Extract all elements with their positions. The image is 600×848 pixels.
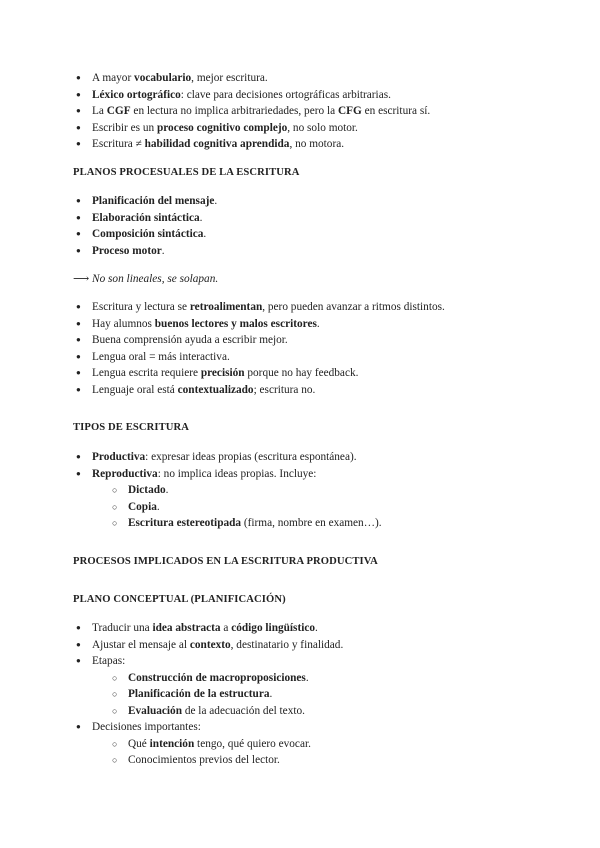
text-segment: habilidad cognitiva aprendida	[144, 138, 290, 150]
list-item	[92, 449, 382, 466]
text-segment: , no solo motor.	[287, 121, 358, 134]
text-segment: : clave para decisiones ortográficas arbitrarias.	[180, 88, 391, 101]
list-item	[92, 316, 445, 333]
text-segment: , destinatario y finalidad.	[230, 638, 344, 651]
text-segment: Dictado	[128, 484, 166, 496]
sub-list	[128, 736, 343, 769]
text-segment: Lenguaje oral está	[92, 383, 178, 396]
note-line	[73, 272, 218, 285]
list-item	[92, 136, 430, 153]
text-segment: , no motora.	[289, 138, 345, 150]
text-segment: Buena comprensión ayuda a escribir mejor.	[92, 334, 288, 346]
text-segment: .	[165, 484, 169, 496]
list-item	[92, 226, 217, 243]
bullet-list-writing	[92, 70, 430, 153]
sub-list	[128, 482, 382, 532]
text-segment: .	[203, 228, 207, 240]
list-item	[92, 382, 445, 399]
text-segment: Escritura estereotipada	[128, 517, 242, 529]
list-item	[92, 466, 382, 532]
text-segment: contexto	[189, 638, 231, 651]
text-segment: tengo, qué quiero evocar.	[194, 737, 311, 750]
text-segment: Reproductiva	[92, 467, 158, 480]
text-segment: .	[316, 317, 320, 330]
text-segment: Planificación de la estructura	[128, 688, 270, 700]
text-segment: de la adecuación del texto.	[182, 704, 305, 717]
heading-planos-procesuales: PLANOS PROCESUALES DE LA ESCRITURA	[73, 167, 300, 178]
text-segment: .	[315, 622, 318, 634]
text-segment: (firma, nombre en examen…).	[241, 517, 382, 529]
sub-list-item	[128, 515, 382, 532]
text-segment: Elaboración sintáctica	[92, 211, 200, 224]
sub-list-item	[128, 499, 382, 516]
text-segment: CGF	[106, 105, 131, 117]
text-segment: , mejor escritura.	[191, 72, 268, 84]
text-segment: .	[161, 244, 165, 257]
sub-list-item	[128, 736, 343, 753]
text-segment: idea abstracta	[152, 622, 221, 634]
text-segment: Hay alumnos	[92, 317, 155, 330]
bullet-list-planos	[92, 193, 217, 259]
text-segment: Planificación del mensaje	[92, 195, 215, 207]
sub-list-item	[128, 703, 343, 720]
text-segment: Evaluación	[128, 704, 182, 717]
list-item	[92, 87, 430, 104]
text-segment: Ajustar el mensaje al	[92, 638, 190, 651]
text-segment: .	[269, 688, 273, 700]
list-item	[92, 210, 217, 227]
list-item	[92, 103, 430, 120]
sub-list-item	[128, 670, 343, 687]
text-segment: Decisiones importantes:	[92, 721, 201, 733]
note-text: No son lineales, se solapan.	[92, 273, 219, 285]
text-segment: Qué	[128, 737, 150, 750]
list-item	[92, 637, 343, 654]
text-segment: CFG	[337, 105, 362, 117]
text-segment: Proceso motor	[92, 244, 162, 257]
text-segment: a	[220, 622, 232, 634]
list-item	[92, 299, 445, 316]
text-segment: en lectura no implica arbitrariedades, pero la	[130, 105, 338, 117]
text-segment: .	[199, 211, 203, 224]
list-item	[92, 332, 445, 349]
sub-list	[128, 670, 343, 720]
text-segment: Lengua escrita requiere	[92, 367, 201, 379]
sub-list-item	[128, 752, 343, 769]
list-item	[92, 193, 217, 210]
text-segment: buenos lectores y malos escritores	[154, 317, 317, 330]
text-segment: retroalimentan	[189, 301, 263, 313]
sub-list-item	[128, 686, 343, 703]
text-segment: : expresar ideas propias (escritura espontánea).	[145, 451, 357, 463]
text-segment: código lingüístico	[231, 622, 316, 634]
list-item	[92, 349, 445, 366]
text-segment: Etapas:	[92, 655, 126, 667]
text-segment: Lengua oral = más interactiva.	[92, 350, 230, 363]
text-segment: en escritura sí.	[361, 105, 431, 117]
bullet-list-tipos	[92, 449, 382, 532]
list-item	[92, 365, 445, 382]
list-item	[92, 719, 343, 769]
text-segment: ; escritura no.	[253, 383, 316, 396]
text-segment: Copia	[128, 500, 157, 513]
text-segment: .	[214, 195, 218, 207]
arrow-icon: ⟶	[73, 273, 90, 285]
text-segment: precisión	[200, 367, 245, 379]
sub-list-item	[128, 482, 382, 499]
text-segment: : no implica ideas propias. Incluye:	[157, 467, 317, 480]
text-segment: contextualizado	[177, 383, 254, 396]
text-segment: intención	[149, 737, 195, 750]
heading-plano-conceptual: PLANO CONCEPTUAL (PLANIFICACIÓN)	[73, 594, 286, 605]
text-segment: .	[305, 671, 309, 684]
heading-procesos-implicados: PROCESOS IMPLICADOS EN LA ESCRITURA PRODUCTIVA	[73, 556, 378, 567]
text-segment: Escritura y lectura se	[92, 301, 190, 313]
list-item	[92, 70, 430, 87]
text-segment: .	[156, 500, 160, 513]
text-segment: A mayor	[92, 72, 135, 84]
text-segment: Construcción de macroproposiciones	[128, 671, 306, 684]
list-item	[92, 120, 430, 137]
text-segment: Productiva	[92, 451, 146, 463]
heading-tipos-escritura: TIPOS DE ESCRITURA	[73, 422, 190, 433]
list-item	[92, 653, 343, 719]
text-segment: , pero pueden avanzar a ritmos distintos.	[262, 301, 445, 313]
text-segment: Escribir es un	[92, 121, 157, 134]
text-segment: porque no hay feedback.	[244, 367, 359, 379]
list-item	[92, 243, 217, 260]
text-segment: vocabulario	[134, 72, 192, 84]
text-segment: La	[92, 105, 107, 117]
text-segment: Composición sintáctica	[92, 228, 204, 240]
text-segment: Traducir una	[92, 622, 153, 634]
list-item	[92, 620, 343, 637]
text-segment: Conocimientos previos del lector.	[128, 754, 280, 766]
text-segment: Léxico ortográfico	[92, 88, 181, 101]
bullet-list-plano-conceptual	[92, 620, 343, 769]
bullet-list-lectura-escritura	[92, 299, 445, 398]
text-segment: proceso cognitivo complejo	[156, 121, 288, 134]
text-segment: Escritura ≠	[92, 138, 145, 150]
